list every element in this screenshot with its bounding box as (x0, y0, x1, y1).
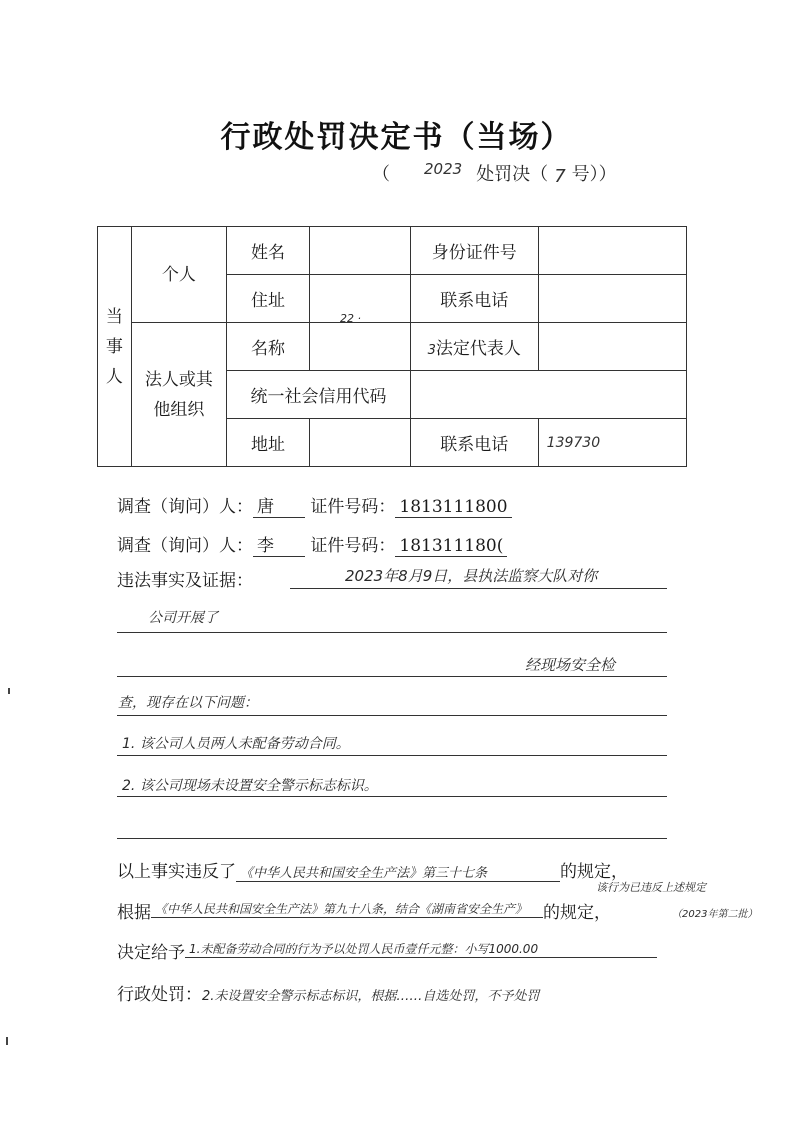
org-legal-rep-label (410, 323, 538, 371)
party-label-cell (98, 227, 132, 467)
rule-line (117, 632, 667, 633)
violation-suffix: 的规定， (560, 862, 628, 882)
party-label-char: 事 (105, 336, 123, 357)
penalty-content: 2.未设置安全警示标志标识，根据……自选处罚，不予处罚 (202, 989, 540, 1004)
address-fragment: 22 · (340, 312, 361, 325)
org-phone-label: 联系电话 (410, 419, 538, 467)
basis-law: 《中华人民共和国安全生产法》第九十八条，结合《湖南省安全生产》 (151, 900, 543, 918)
investigator-row-1 (117, 492, 512, 518)
penalty-line (117, 980, 539, 1005)
org-phone-value: 139730 (538, 419, 686, 467)
individual-id-value (538, 227, 686, 275)
decision-content: 1.未配备劳动合同的行为予以处罚人民币壹仟元整：小写1000.00 (185, 940, 657, 958)
investigator-label: 调查（询问）人： (117, 536, 253, 556)
facts-label: 违法事实及证据： (117, 571, 253, 591)
basis-suffix: 的规定， (543, 903, 611, 923)
decision-line (117, 938, 657, 963)
basis-note: （2023年第二批） (672, 909, 758, 920)
org-credit-code-value (410, 371, 686, 419)
org-category-line: 法人或其 (144, 369, 213, 390)
violation-prefix: 以上事实违反了 (117, 862, 236, 882)
cert-label: 证件号码： (310, 497, 396, 517)
org-name-value (309, 323, 410, 371)
doc-number-value: 7 (554, 166, 566, 187)
organization-category (131, 323, 226, 467)
party-label-char: 当 (105, 306, 123, 327)
party-label-char: 人 (105, 366, 123, 387)
org-name-label: 名称 (227, 323, 310, 371)
rule-line (117, 838, 667, 839)
rule-line (117, 796, 667, 797)
party-info-table (97, 226, 687, 467)
rule-line (117, 755, 667, 756)
rule-line (290, 588, 667, 589)
facts-line-6: 2. 该公司现场未设置安全警示标志标识。 (122, 778, 378, 794)
rule-line (117, 676, 667, 677)
document-number (372, 160, 617, 186)
facts-line-4: 查，现存在以下问题： (118, 695, 258, 711)
investigator-label: 调查（询问）人： (117, 497, 253, 517)
individual-name-label: 姓名 (227, 227, 310, 275)
cert-number: 181311180( (395, 536, 507, 557)
individual-id-label: 身份证件号 (410, 227, 538, 275)
violation-law: 《中华人民共和国安全生产法》第三十七条 (236, 862, 560, 882)
individual-phone-label: 联系电话 (410, 275, 538, 323)
facts-line-2: 公司开展了 (148, 610, 218, 626)
doc-year: 2023 (424, 160, 463, 178)
facts-line-1: 2023年8月9日，县执法监察大队对你 (345, 567, 598, 585)
basis-prefix: 根据 (117, 903, 151, 923)
org-category-line: 他组织 (153, 399, 205, 420)
legal-rep-prefix: 3 (427, 343, 436, 358)
cert-number: 1813111800 (395, 497, 511, 518)
org-address-value (309, 419, 410, 467)
legal-rep-label-text: 法定代表人 (435, 339, 521, 359)
individual-phone-value (538, 275, 686, 323)
doc-number-close: 号）） (571, 164, 617, 185)
document-title: 行政处罚决定书（当场） (220, 120, 573, 155)
org-legal-rep-value (538, 323, 686, 371)
doc-number-open: （ (372, 164, 390, 185)
rule-line (117, 715, 667, 716)
cert-label: 证件号码： (310, 536, 396, 556)
individual-category: 个人 (131, 227, 226, 323)
violation-note: 该行为已违反上述规定 (596, 881, 706, 894)
facts-line-5: 1. 该公司人员两人未配备劳动合同。 (122, 736, 350, 752)
investigator-name: 唐 (253, 492, 305, 518)
violation-line (117, 857, 628, 882)
decision-prefix: 决定给予 (117, 943, 185, 963)
facts-line-3: 经现场安全检 (525, 656, 616, 674)
scan-mark (6, 1037, 8, 1045)
basis-line (117, 898, 611, 923)
individual-address-label: 住址 (227, 275, 310, 323)
org-credit-code-label: 统一社会信用代码 (227, 371, 411, 419)
org-address-label: 地址 (227, 419, 310, 467)
doc-number-label: 处罚决（ (476, 164, 549, 185)
individual-name-value (309, 227, 410, 275)
investigator-row-2 (117, 531, 507, 557)
investigator-name: 李 (253, 531, 305, 557)
scan-mark (8, 688, 10, 694)
penalty-prefix: 行政处罚： (117, 985, 202, 1005)
